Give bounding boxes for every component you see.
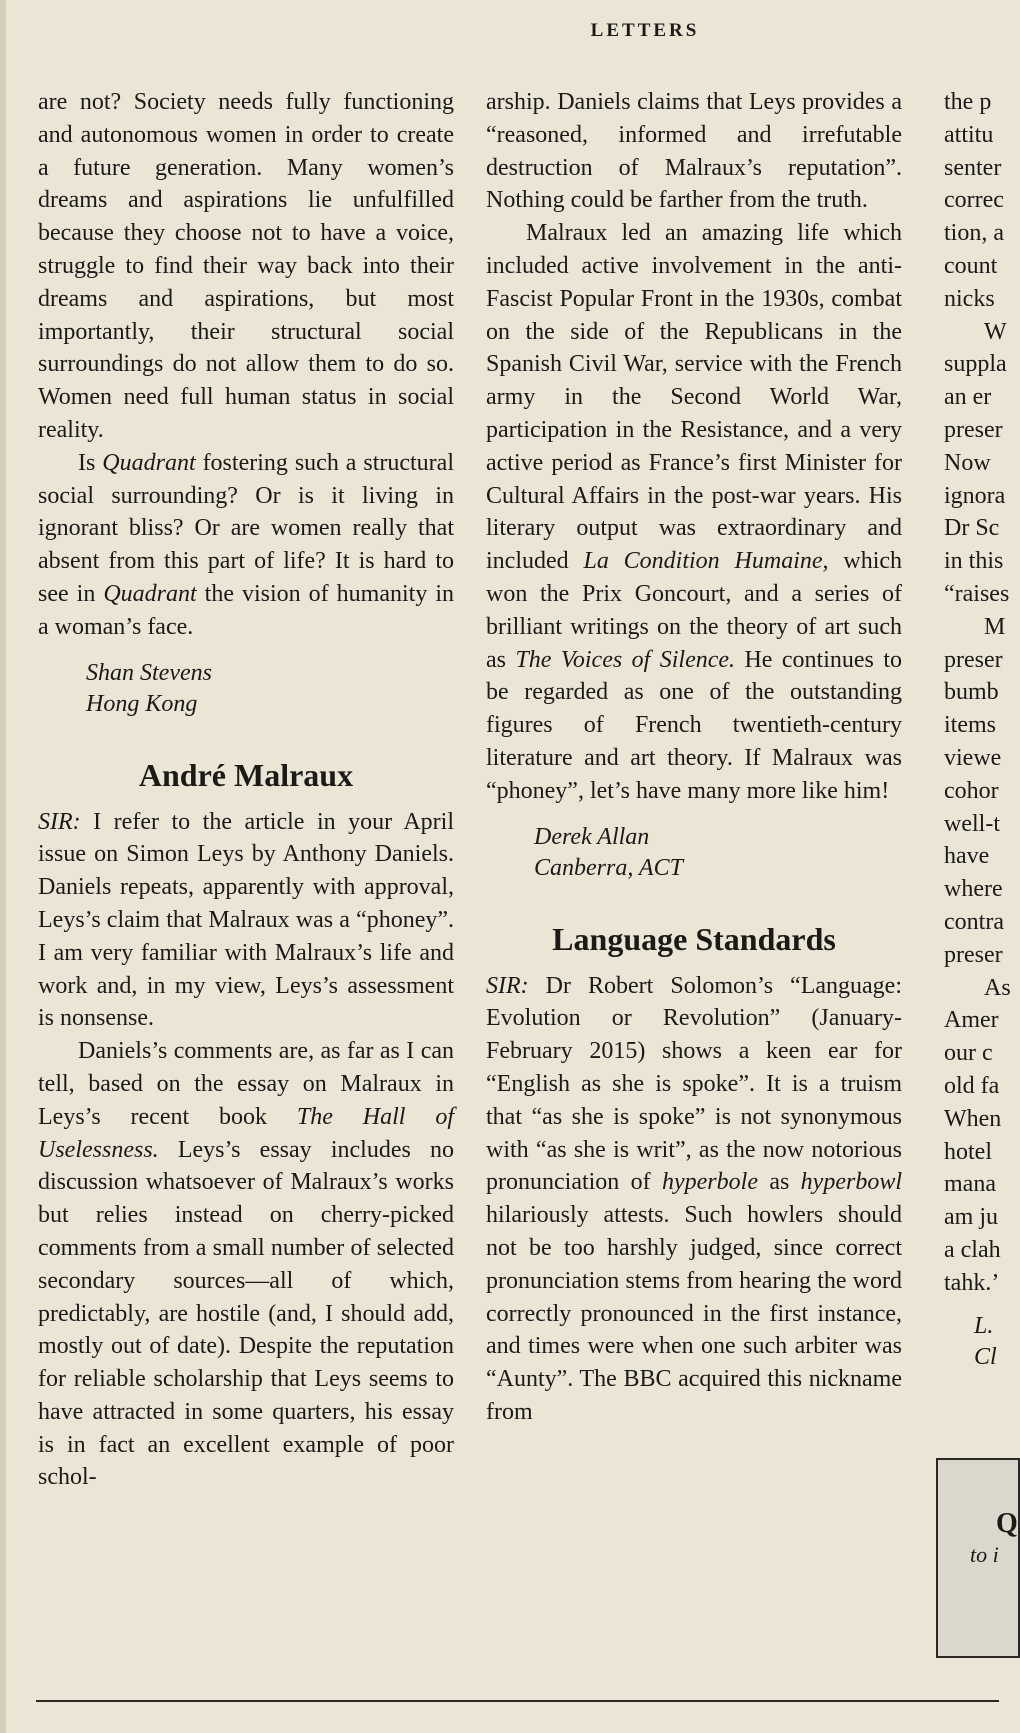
text-line: As	[984, 974, 1011, 1001]
text-line: W	[984, 318, 1007, 345]
text-line: preser	[944, 941, 1003, 968]
paragraph: Daniels’s comments are, as far as I can tell, based on the essay on Malraux in Leys’s recent book The Hall of Uselessness. Leys’s essay includes no discussion whatsoever of Malraux’s works but relies instead on cherry-picked comments from a small number of selected secondary sources—all of which, predictably, are hostile (and, I should add, mostly out of date). Despite the reputation for reliable scholarship that Leys seems to have attracted in some quarters, his essay is in fact an excellent example of poor schol-	[38, 1038, 454, 1491]
column-3-cropped	[944, 86, 1014, 1373]
salutation: SIR:	[38, 808, 81, 835]
text-line: “raises	[944, 580, 1010, 607]
text-line: old fa	[944, 1072, 1000, 1099]
paragraph: SIR: Dr Robert Solomon’s “Language: Evolution or Revolution” (January-February 2015) shows a keen ear for “English as she is spoke”. It is a truism that “as she is spoke” is not synonymous with “as she is writ”, as the now notorious pronunciation of hyperbole as hyperbowl hilariously attests. Such howlers should not be too harshly judged, since correct pronunciation stems from hearing the word correctly pronounced in the first instance, and times were when one such arbiter was “Aunty”. The BBC acquired this nickname from	[486, 972, 902, 1425]
paragraph: arship. Daniels claims that Leys provides a “reasoned, informed and irrefutable destruction of Malraux’s reputation”. Nothing could be farther from the truth.	[486, 89, 902, 214]
running-header: LETTERS	[590, 20, 700, 41]
paragraph: are not? Society needs fully functioning and autonomous women in order to create a future generation. Many women’s dreams and aspirations lie unfulfilled because they choose not to have a voice, struggle to find their way back into their dreams and aspirations, but most importantly, their structural social surroundings do not allow them to do so. Women need full human status in social reality.	[38, 89, 454, 443]
text-line: our c	[944, 1040, 993, 1067]
letter-signature	[534, 822, 902, 884]
column-2	[486, 86, 902, 1429]
magazine-title: Quadrant	[103, 580, 197, 607]
page-gutter	[0, 0, 6, 1733]
text-line: Dr Sc	[944, 515, 1000, 542]
text-line: well-t	[944, 810, 1000, 837]
text-line: mana	[944, 1171, 996, 1198]
text-line: preser	[944, 646, 1003, 673]
text-line: where	[944, 876, 1003, 903]
signature-name: Shan Stevens	[86, 659, 212, 686]
word-example: hyperbole	[662, 1169, 758, 1196]
text-line: items	[944, 712, 996, 739]
text-line: bumb	[944, 679, 999, 706]
text-line: in this	[944, 548, 1004, 575]
box-text: to i	[970, 1542, 999, 1567]
column-1	[38, 86, 454, 1494]
text-line: Now	[944, 449, 991, 476]
magazine-title: Quadrant	[102, 449, 196, 476]
box-initial: Q	[996, 1508, 1018, 1539]
text-line: suppla	[944, 351, 1007, 378]
text-line: have	[944, 843, 990, 870]
text-line: correc	[944, 187, 1004, 214]
letter-heading-language: Language Standards	[552, 920, 836, 957]
text-line: an er	[944, 384, 992, 411]
text-line: Amer	[944, 1007, 999, 1034]
salutation: SIR:	[486, 972, 529, 999]
text-line: When	[944, 1105, 1002, 1132]
text-line: attitu	[944, 121, 994, 148]
signature-name: L.	[974, 1313, 994, 1340]
signature-place: Cl	[974, 1344, 997, 1371]
bottom-rule	[36, 1700, 999, 1702]
paragraph: Malraux led an amazing life which included active involvement in the anti-Fascist Popular Front in the 1930s, combat on the side of the Republicans in the Spanish Civil War, service with the French army in the Second World War, participation in the Resistance, and a very active period as France’s first Minister for Cultural Affairs in the post-war years. His literary output was extraordinary and included La Condition Humaine, which won the Prix Goncourt, and a series of brilliant writings on the theory of art such as The Voices of Silence. He continues to be regarded as one of the outstanding figures of French twentieth-century literature and art theory. If Malraux was “phoney”, let’s have many more like him!	[486, 220, 903, 804]
text-line: nicks	[944, 285, 995, 312]
text-line: ignora	[944, 482, 1006, 509]
subscription-box	[936, 1458, 1020, 1658]
letter-heading-malraux: André Malraux	[138, 756, 354, 793]
text-line: the p	[944, 89, 992, 115]
text-line: tion, a	[944, 220, 1004, 247]
text-line: M	[984, 613, 1006, 640]
book-title: The Hall of Uselessness.	[38, 1103, 454, 1163]
word-example: hyperbowl	[800, 1169, 902, 1196]
paragraph: Is Quadrant fostering such a structural social surrounding? Or is it living in ignorant bliss? Or are women really that absent from this part of life? It is hard to see in Quadrant the vision of humanity in a woman’s face.	[38, 449, 455, 640]
text-line: preser	[944, 416, 1003, 443]
text-line: contra	[944, 908, 1004, 935]
text-line: tahk.’	[944, 1269, 1000, 1296]
text-line: hotel	[944, 1138, 992, 1165]
signature-place: Hong Kong	[86, 690, 198, 717]
text-line: count	[944, 252, 998, 279]
letter-signature	[86, 658, 454, 720]
text-line: a clah	[944, 1236, 1001, 1263]
text-line: cohor	[944, 777, 999, 804]
book-title: The Voices of Silence.	[515, 646, 736, 673]
text-line: am ju	[944, 1204, 998, 1231]
book-title: La Condition Humaine	[583, 548, 823, 575]
signature-name: Derek Allan	[534, 823, 650, 850]
signature-place: Canberra, ACT	[534, 854, 683, 881]
paragraph: SIR: I refer to the article in your April issue on Simon Leys by Anthony Daniels. Daniels repeats, apparently with approval, Leys’s claim that Malraux was a “phoney”. I am very familiar with Malraux’s life and work and, in my view, Leys’s assessment is nonsense.	[38, 808, 454, 1032]
text-line: senter	[944, 154, 1002, 181]
text-line: viewe	[944, 744, 1002, 771]
